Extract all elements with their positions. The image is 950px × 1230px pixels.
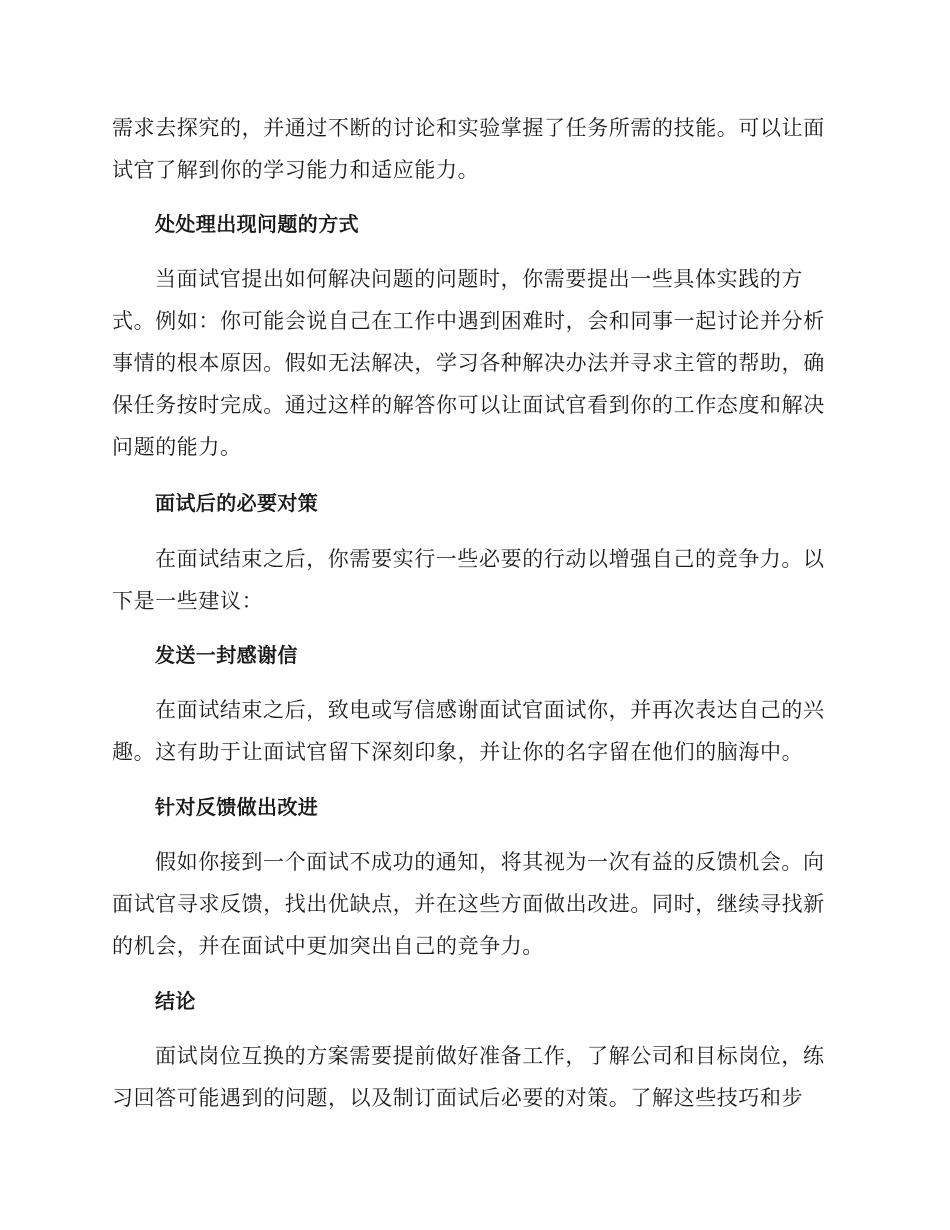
- section-heading: 面试后的必要对策: [155, 491, 319, 515]
- section-heading: 针对反馈做出改进: [155, 795, 319, 819]
- paragraph-line: 的机会，并在面试中更加突出自己的竞争力。: [112, 934, 544, 958]
- paragraph-line: 问题的能力。: [112, 435, 242, 459]
- paragraph-line: 趣。这有助于让面试官留下深刻印象，并让你的名字留在他们的脑海中。: [112, 740, 804, 764]
- section-heading: 结论: [155, 989, 196, 1013]
- paragraph-line: 保任务按时完成。通过这样的解答你可以让面试官看到你的工作态度和解决: [112, 393, 825, 417]
- section-heading: 处处理出现问题的方式: [155, 212, 359, 236]
- paragraph-line: 假如你接到一个面试不成功的通知，将其视为一次有益的反馈机会。向: [155, 850, 825, 874]
- paragraph-line: 面试官寻求反馈，找出优缺点，并在这些方面做出改进。同时，继续寻找新: [112, 892, 825, 916]
- section-heading: 发送一封感谢信: [155, 643, 298, 667]
- paragraph-line: 在面试结束之后，你需要实行一些必要的行动以增强自己的竞争力。以: [155, 547, 825, 571]
- paragraph-line: 下是一些建议：: [112, 589, 264, 613]
- paragraph-line: 事情的根本原因。假如无法解决，学习各种解决办法并寻求主管的帮助，确: [112, 351, 825, 375]
- paragraph-line: 面试岗位互换的方案需要提前做好准备工作，了解公司和目标岗位，练: [155, 1044, 825, 1068]
- paragraph-line: 在面试结束之后，致电或写信感谢面试官面试你，并再次表达自己的兴: [155, 698, 825, 722]
- paragraph-line: 式。例如：你可能会说自己在工作中遇到困难时，会和同事一起讨论并分析: [112, 309, 825, 333]
- paragraph-line: 当面试官提出如何解决问题的问题时，你需要提出一些具体实践的方: [155, 267, 803, 291]
- paragraph-line: 需求去探究的，并通过不断的讨论和实验掌握了任务所需的技能。可以让面: [112, 116, 825, 140]
- paragraph-line: 试官了解到你的学习能力和适应能力。: [112, 158, 480, 182]
- paragraph-line: 习回答可能遇到的问题，以及制订面试后必要的对策。了解这些技巧和步: [112, 1086, 804, 1110]
